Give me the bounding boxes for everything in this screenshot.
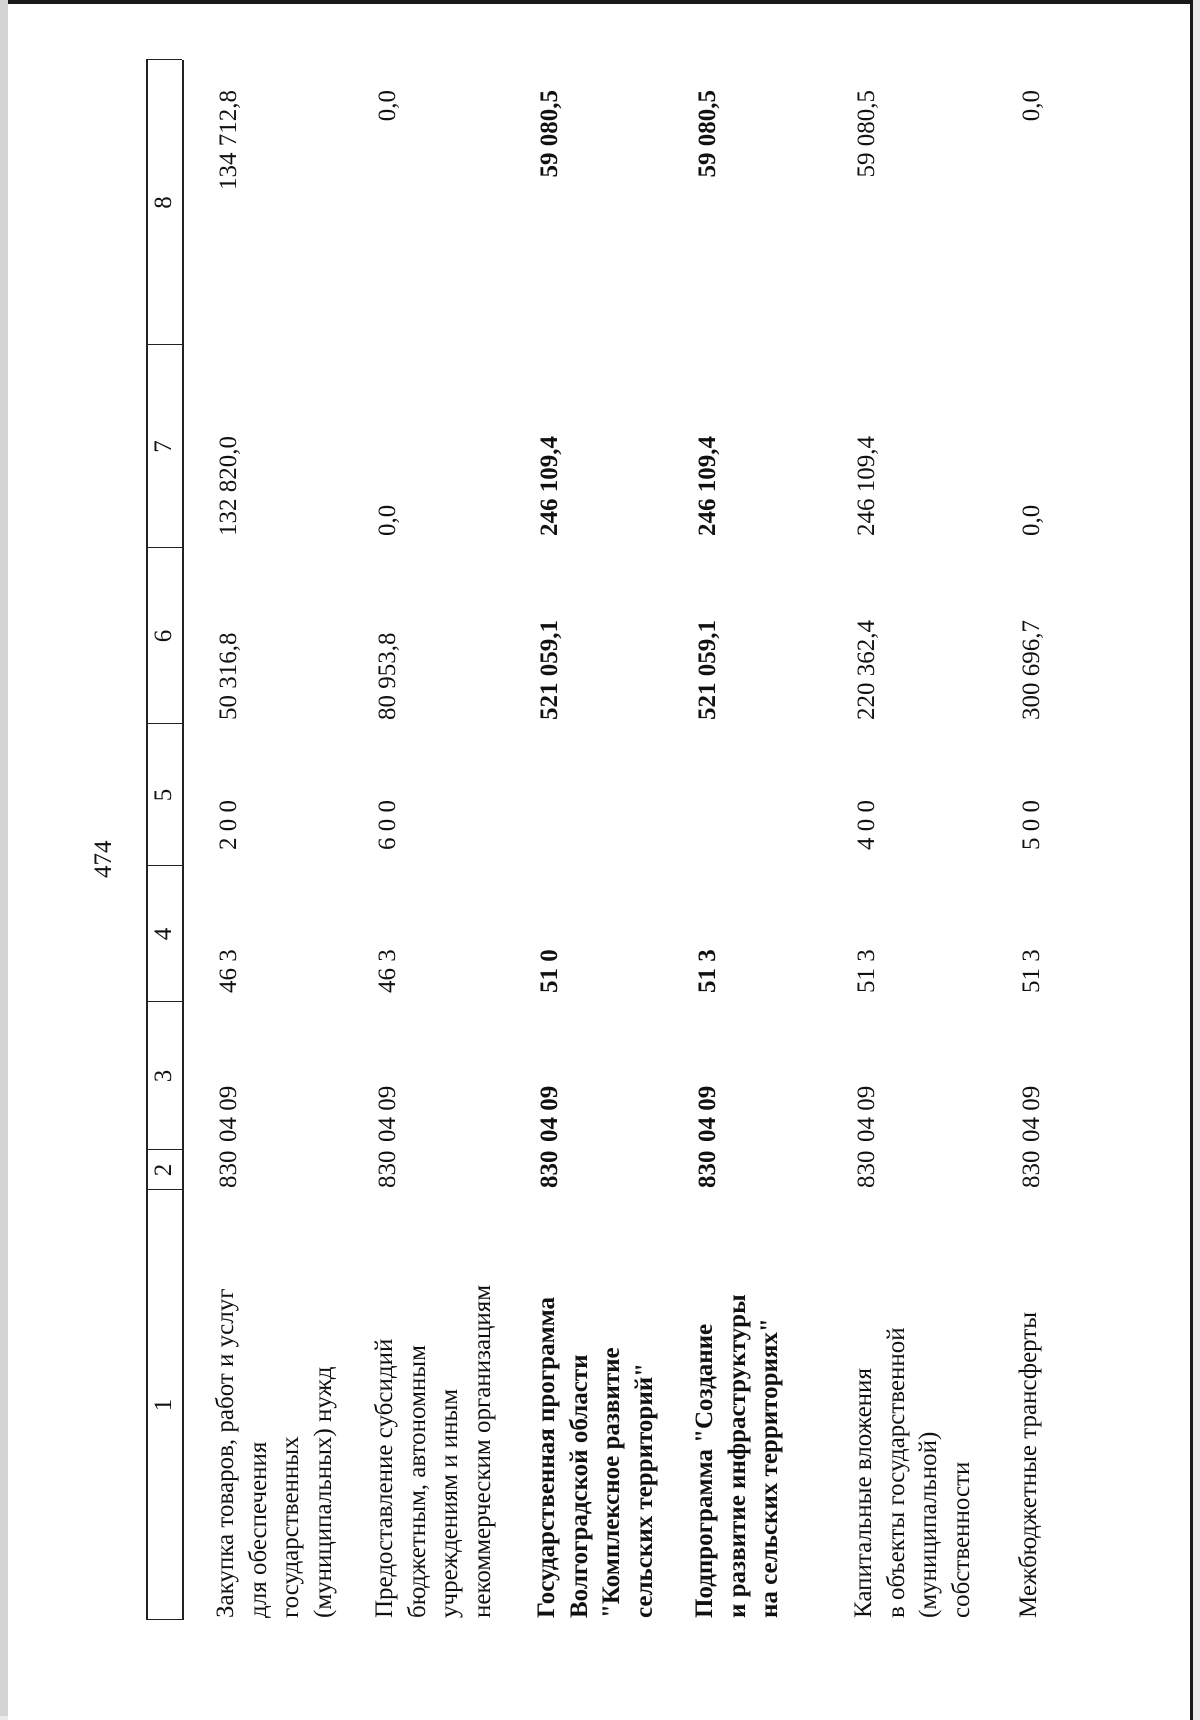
cell-col-3: 04 09 [374,1085,401,1142]
column-header-7: 7 [150,440,177,453]
cell-col-2: 830 [1018,1150,1045,1188]
cell-col-2: 830 [694,1150,721,1188]
description-line: (муниципальных) нужд [309,1366,337,1618]
description-line: для обеспечения [244,1441,272,1618]
cell-col-7: 246 109,4 [536,436,563,536]
column-header-1: 1 [150,1398,177,1412]
description-line: и развитие инфраструктуры [723,1294,751,1618]
cell-col-8: 134 712,8 [215,90,242,190]
cell-col-7: 246 109,4 [694,436,721,536]
description-line: Закупка товаров, работ и услуг [212,1288,239,1618]
description-line: собственности [947,1461,975,1618]
column-header-6: 6 [150,629,177,643]
cell-col-2: 830 [374,1150,401,1188]
description-line: Предоставление субсидий [371,1338,398,1618]
description-line: Волгоградской области [565,1354,593,1618]
cell-col-4: 46 3 [215,949,242,993]
column-header-2: 2 [150,1163,177,1177]
cell-col-3: 04 09 [694,1085,721,1142]
row-description [210,1238,340,1618]
description-line: в объекты государственной [882,1327,910,1618]
cell-col-6: 50 316,8 [215,632,242,720]
scan-edge [0,0,8,1716]
cell-col-5: 5 0 0 [1018,800,1045,850]
cell-col-7: 0,0 [374,504,401,536]
description-line: бюджетным, автономным [403,1345,431,1618]
cell-col-8: 59 080,5 [536,90,563,178]
header-bottom-rule [182,60,184,1620]
description-line: Подпрограмма "Создание [691,1323,718,1618]
cell-col-8: 59 080,5 [853,90,880,178]
column-header-4: 4 [150,927,177,941]
cell-col-3: 04 09 [853,1085,880,1142]
cell-col-7: 0,0 [1018,504,1045,536]
cell-col-4: 51 3 [853,949,880,993]
cell-col-4: 46 3 [374,949,401,993]
cell-col-5: 2 0 0 [215,800,242,850]
cell-col-8: 59 080,5 [694,90,721,178]
description-line: государственных [277,1436,304,1618]
description-line: Капитальные вложения [850,1368,877,1618]
cell-col-6: 300 696,7 [1018,620,1045,720]
cell-col-8: 0,0 [1018,90,1045,122]
cell-col-6: 220 362,4 [853,620,880,720]
description-line: учреждениям и иным [436,1388,463,1618]
column-header-8: 8 [150,196,177,209]
description-line: Государственная программа [533,1297,560,1618]
cell-col-2: 830 [853,1150,880,1188]
cell-col-8: 0,0 [374,90,401,122]
cell-col-4: 51 0 [536,949,563,993]
column-header-3: 3 [150,1069,177,1083]
cell-col-2: 830 [215,1150,242,1188]
description-line: "Комплексное развитие [598,1347,625,1618]
cell-col-5: 4 0 0 [853,800,880,850]
description-line: на сельских территориях" [756,1318,783,1618]
column-header-5: 5 [150,788,177,802]
row-description [848,1238,978,1618]
description-line: (муниципальной) [915,1431,942,1618]
row-description [531,1238,661,1618]
cell-col-3: 04 09 [215,1085,242,1142]
rotated-page-content [8,4,1200,1720]
cell-col-7: 246 109,4 [853,436,880,536]
row-description [689,1238,787,1618]
description-line: сельских территорий" [630,1362,658,1618]
cell-col-7: 132 820,0 [215,436,242,536]
cell-col-6: 80 953,8 [374,632,401,720]
cell-col-3: 04 09 [1018,1085,1045,1142]
page-number: 474 [90,840,117,878]
cell-col-2: 830 [536,1150,563,1188]
description-line: некоммерческим организациям [468,1284,496,1618]
row-description [369,1238,499,1618]
document-page [8,0,1193,1720]
row-description [1013,1238,1046,1618]
cell-col-4: 51 3 [1018,949,1045,993]
cell-col-3: 04 09 [536,1085,563,1142]
cell-col-6: 521 059,1 [694,620,721,720]
cell-col-5: 6 0 0 [374,800,401,850]
description-line: Межбюджетные трансферты [1015,1311,1042,1618]
cell-col-4: 51 3 [694,949,721,993]
cell-col-6: 521 059,1 [536,620,563,720]
header-top-rule [146,60,148,1620]
